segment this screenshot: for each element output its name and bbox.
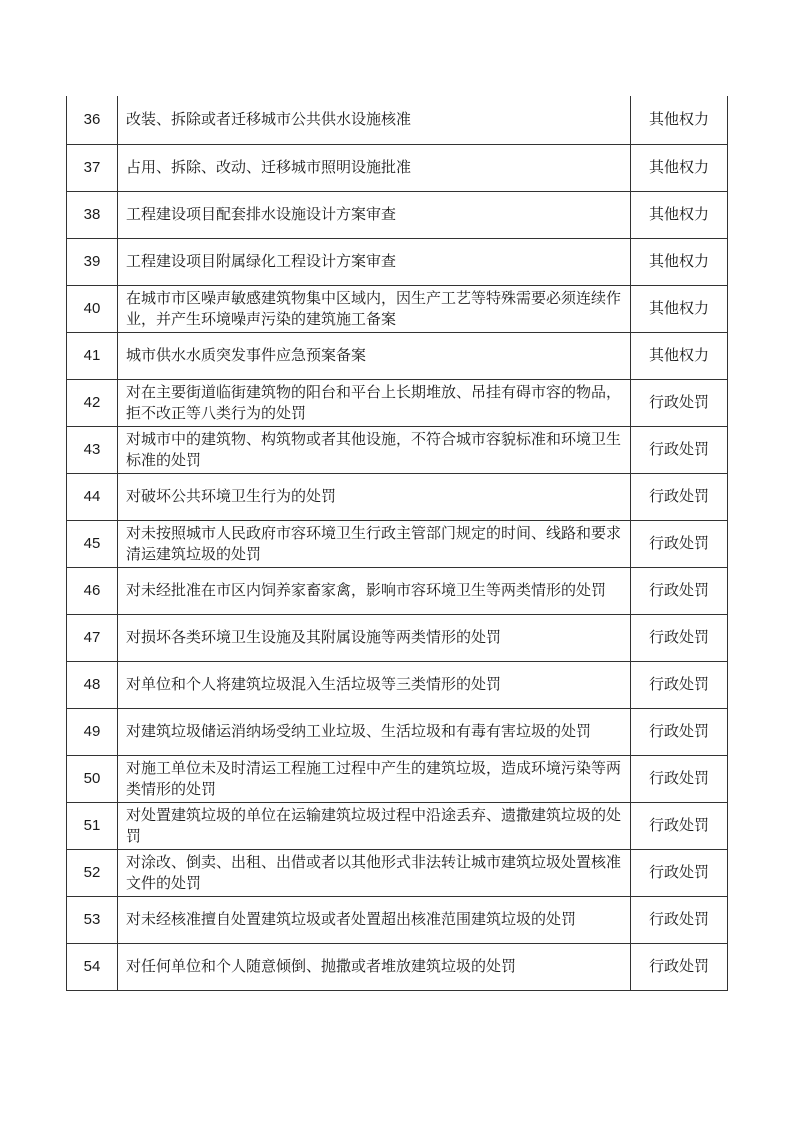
power-category: 行政处罚 [631,755,728,802]
power-item-name: 对损坏各类环境卫生设施及其附属设施等两类情形的处罚 [118,614,631,661]
power-item-name: 对破坏公共环境卫生行为的处罚 [118,473,631,520]
table-row [67,849,728,896]
row-number: 48 [67,661,118,708]
row-number: 46 [67,567,118,614]
table-row [67,426,728,473]
power-item-name: 工程建设项目附属绿化工程设计方案审查 [118,238,631,285]
power-item-name: 在城市市区噪声敏感建筑物集中区域内，因生产工艺等特殊需要必须连续作业，并产生环境噪声污染的建筑施工备案 [118,285,631,332]
row-number: 49 [67,708,118,755]
table-row [67,238,728,285]
row-number: 54 [67,943,118,990]
row-number: 38 [67,191,118,238]
power-item-name: 对未经核准擅自处置建筑垃圾或者处置超出核准范围建筑垃圾的处罚 [118,896,631,943]
power-category: 其他权力 [631,332,728,379]
row-number: 52 [67,849,118,896]
power-item-name: 占用、拆除、改动、迁移城市照明设施批准 [118,144,631,191]
power-category: 其他权力 [631,96,728,144]
power-category: 其他权力 [631,285,728,332]
power-category: 行政处罚 [631,708,728,755]
table-row [67,614,728,661]
row-number: 44 [67,473,118,520]
power-category: 行政处罚 [631,943,728,990]
power-item-name: 对施工单位未及时清运工程施工过程中产生的建筑垃圾，造成环境污染等两类情形的处罚 [118,755,631,802]
table-row [67,473,728,520]
power-item-name: 对涂改、倒卖、出租、出借或者以其他形式非法转让城市建筑垃圾处置核准文件的处罚 [118,849,631,896]
power-item-name: 工程建设项目配套排水设施设计方案审查 [118,191,631,238]
table-row [67,144,728,191]
power-category: 行政处罚 [631,896,728,943]
row-number: 41 [67,332,118,379]
power-category: 行政处罚 [631,473,728,520]
row-number: 37 [67,144,118,191]
power-item-name: 对处置建筑垃圾的单位在运输建筑垃圾过程中沿途丢弃、遗撒建筑垃圾的处罚 [118,802,631,849]
table-row [67,661,728,708]
power-category: 行政处罚 [631,802,728,849]
table-row [67,567,728,614]
power-item-name: 改装、拆除或者迁移城市公共供水设施核准 [118,96,631,144]
row-number: 51 [67,802,118,849]
power-category: 其他权力 [631,144,728,191]
row-number: 47 [67,614,118,661]
table-row [67,520,728,567]
power-list-body [67,96,728,990]
power-item-name: 对未按照城市人民政府市容环境卫生行政主管部门规定的时间、线路和要求清运建筑垃圾的处罚 [118,520,631,567]
power-item-name: 对单位和个人将建筑垃圾混入生活垃圾等三类情形的处罚 [118,661,631,708]
table-row [67,755,728,802]
power-category: 其他权力 [631,238,728,285]
row-number: 45 [67,520,118,567]
power-item-name: 对城市中的建筑物、构筑物或者其他设施，不符合城市容貌标准和环境卫生标准的处罚 [118,426,631,473]
power-category: 其他权力 [631,191,728,238]
power-category: 行政处罚 [631,379,728,426]
power-item-name: 对任何单位和个人随意倾倒、抛撒或者堆放建筑垃圾的处罚 [118,943,631,990]
power-category: 行政处罚 [631,614,728,661]
power-category: 行政处罚 [631,520,728,567]
power-category: 行政处罚 [631,661,728,708]
row-number: 53 [67,896,118,943]
row-number: 42 [67,379,118,426]
table-row [67,896,728,943]
row-number: 39 [67,238,118,285]
power-category: 行政处罚 [631,567,728,614]
table-row [67,96,728,144]
row-number: 36 [67,96,118,144]
row-number: 43 [67,426,118,473]
table-row [67,379,728,426]
table-row [67,332,728,379]
power-category: 行政处罚 [631,849,728,896]
row-number: 50 [67,755,118,802]
table-row [67,191,728,238]
power-item-name: 对在主要街道临街建筑物的阳台和平台上长期堆放、吊挂有碍市容的物品，拒不改正等八类行为的处罚 [118,379,631,426]
table-row [67,708,728,755]
power-category: 行政处罚 [631,426,728,473]
table-row [67,802,728,849]
row-number: 40 [67,285,118,332]
power-item-name: 对未经批准在市区内饲养家畜家禽，影响市容环境卫生等两类情形的处罚 [118,567,631,614]
table-row [67,285,728,332]
power-item-name: 城市供水水质突发事件应急预案备案 [118,332,631,379]
power-list-table [66,96,728,991]
table-row [67,943,728,990]
power-item-name: 对建筑垃圾储运消纳场受纳工业垃圾、生活垃圾和有毒有害垃圾的处罚 [118,708,631,755]
